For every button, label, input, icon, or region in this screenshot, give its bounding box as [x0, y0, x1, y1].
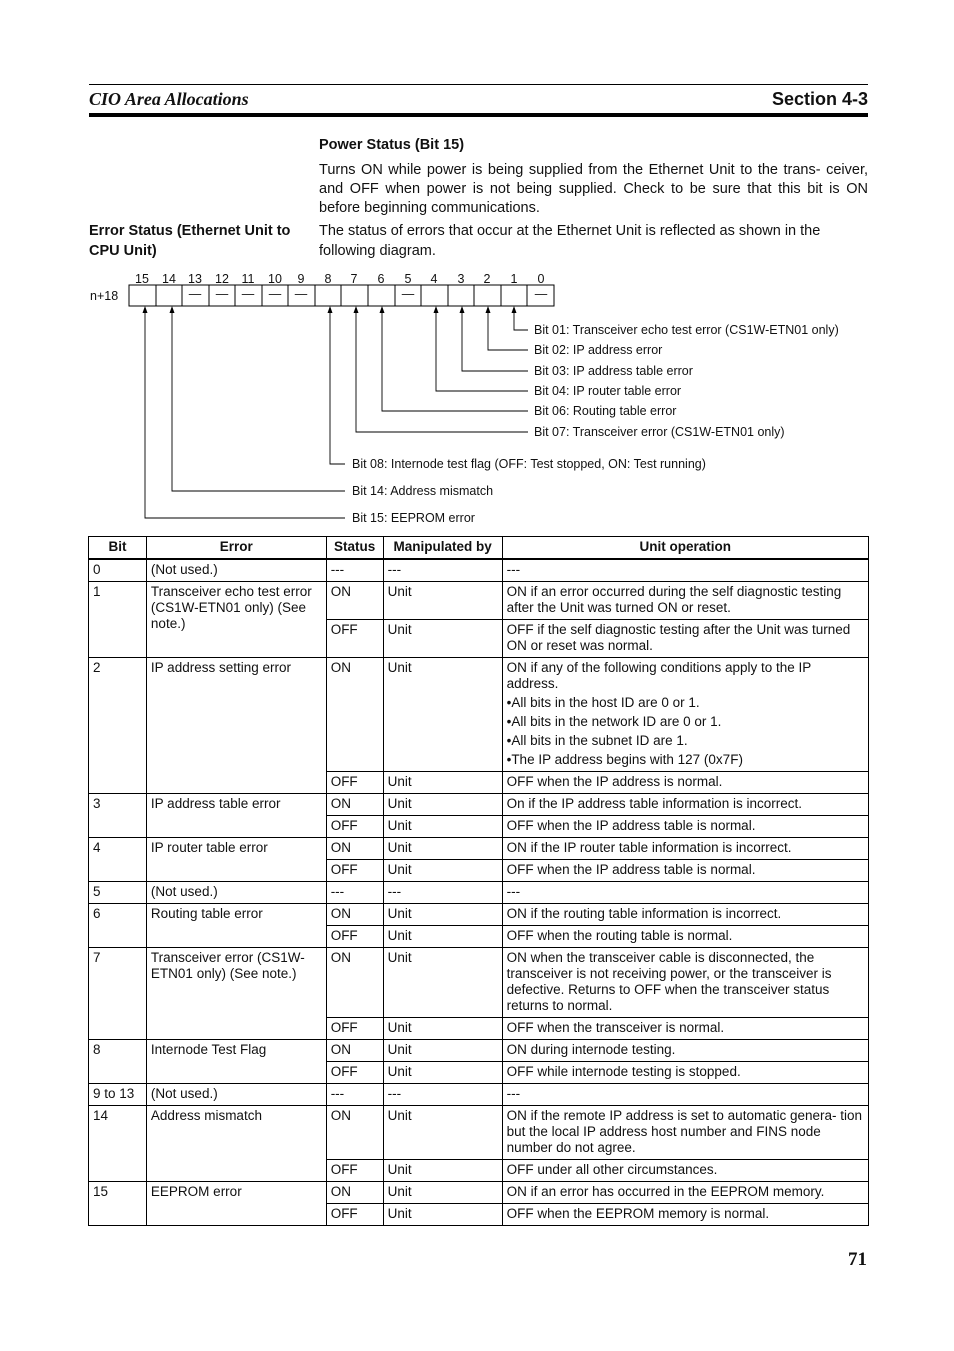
operation-cell: OFF when the EEPROM memory is normal.	[502, 1204, 868, 1226]
table-row	[89, 904, 869, 926]
operation-cell: OFF when the IP address table is normal.	[502, 816, 868, 838]
bit-number: 11	[241, 272, 255, 286]
table-header-row	[89, 537, 869, 560]
error-cell: (Not used.)	[146, 882, 326, 904]
bit-02-label: Bit 02: IP address error	[534, 343, 663, 357]
bit-number-row	[135, 272, 544, 286]
bit-cell: 14	[89, 1106, 147, 1182]
error-status-heading: Error Status (Ethernet Unit to CPU Unit)	[89, 223, 291, 259]
header-chapter-title: CIO Area Allocations	[89, 89, 249, 109]
operation-cell: OFF when the IP address is normal.	[502, 772, 868, 794]
manipulated-by-cell: Unit	[383, 1160, 502, 1182]
table-row	[89, 559, 869, 582]
status-cell: ON	[326, 1040, 383, 1062]
operation-cell: OFF under all other circumstances.	[502, 1160, 868, 1182]
bit-number: 6	[377, 272, 385, 286]
operation-cell: ---	[502, 882, 868, 904]
error-cell: (Not used.)	[146, 1084, 326, 1106]
unused-bit-mark: —	[241, 287, 255, 301]
error-cell: IP address setting error	[146, 658, 326, 794]
unused-bit-mark: —	[215, 287, 229, 301]
unused-bit-mark: —	[401, 287, 415, 301]
operation-cell: ON if the IP router table information is incorrect.	[502, 838, 868, 860]
bit-number: 4	[430, 272, 438, 286]
bit-cell: 15	[89, 1182, 147, 1226]
bit-cell: 8	[89, 1040, 147, 1084]
bit-cell: 6	[89, 904, 147, 948]
manipulated-by-cell: Unit	[383, 772, 502, 794]
bit-number: 15	[135, 272, 149, 286]
manipulated-by-cell: Unit	[383, 620, 502, 658]
manipulated-by-cell: Unit	[383, 1182, 502, 1204]
bit-number: 0	[537, 272, 545, 286]
column-header: Manipulated by	[383, 537, 502, 560]
operation-cell: ---	[502, 1084, 868, 1106]
bit-number: 10	[268, 272, 282, 286]
power-status-body: Turns ON while power is being supplied from the Ethernet Unit to the trans- ceiver, and OFF when power is not being supplied. Check to be sure that this bit is ON before beginning communications.	[319, 162, 868, 216]
operation-cell: ON if the remote IP address is set to automatic genera- tion but the local IP address host number and FINS node number do not agree.	[502, 1106, 868, 1160]
operation-cell: OFF when the routing table is normal.	[502, 926, 868, 948]
error-cell: Transceiver echo test error (CS1W-ETN01 only) (See note.)	[146, 582, 326, 658]
bit-number: 8	[324, 272, 332, 286]
manipulated-by-cell: Unit	[383, 838, 502, 860]
bit-allocation-diagram	[0, 0, 954, 540]
bit-cell: 7	[89, 948, 147, 1040]
status-cell: OFF	[326, 772, 383, 794]
manipulated-by-cell: Unit	[383, 816, 502, 838]
bit-number: 5	[404, 272, 412, 286]
bit-cell: 3	[89, 794, 147, 838]
status-cell: OFF	[326, 860, 383, 882]
error-cell: Address mismatch	[146, 1106, 326, 1182]
unused-bit-mark: —	[188, 287, 202, 301]
status-cell: ---	[326, 559, 383, 582]
operation-cell: On if the IP address table information is incorrect.	[502, 794, 868, 816]
manipulated-by-cell: ---	[383, 559, 502, 582]
status-cell: ---	[326, 882, 383, 904]
bit-04-label: Bit 04: IP router table error	[534, 384, 682, 398]
operation-cell: ---	[502, 559, 868, 582]
table-row	[89, 1040, 869, 1062]
manipulated-by-cell: Unit	[383, 1040, 502, 1062]
table-row	[89, 1182, 869, 1204]
operation-text: ON if any of the following conditions apply to the IP address.	[506, 660, 812, 691]
column-header: Error	[146, 537, 326, 560]
error-cell: Internode Test Flag	[146, 1040, 326, 1084]
bit-03-label: Bit 03: IP address table error	[534, 364, 693, 378]
bit-cell: 5	[89, 882, 147, 904]
status-cell: ON	[326, 948, 383, 1018]
manipulated-by-cell: Unit	[383, 658, 502, 772]
operation-cell: ON when the transceiver cable is disconnected, the transceiver is not receiving power, or the transceiver is defective. Returns to OFF when the transceiver status returns to normal.	[502, 948, 868, 1018]
status-cell: ---	[326, 1084, 383, 1106]
error-cell: (Not used.)	[146, 559, 326, 582]
bit-number: 3	[457, 272, 465, 286]
bit-08-label: Bit 08: Internode test flag (OFF: Test stopped, ON: Test running)	[352, 457, 706, 471]
status-cell: ON	[326, 1106, 383, 1160]
status-cell: OFF	[326, 620, 383, 658]
status-cell: OFF	[326, 926, 383, 948]
error-cell: Transceiver error (CS1W-ETN01 only) (See note.)	[146, 948, 326, 1040]
operation-cell: OFF if the self diagnostic testing after the Unit was turned ON or reset was normal.	[502, 620, 868, 658]
status-cell: OFF	[326, 1160, 383, 1182]
page-number: 71	[848, 1249, 867, 1270]
error-cell: IP address table error	[146, 794, 326, 838]
list-item: • The IP address begins with 127 (0x7F)	[507, 752, 864, 768]
manipulated-by-cell: ---	[383, 1084, 502, 1106]
word-address-label: n+18	[90, 289, 119, 303]
bit-number: 14	[162, 272, 176, 286]
bit-06-label: Bit 06: Routing table error	[534, 404, 677, 418]
error-status-body: The status of errors that occur at the Ethernet Unit is reflected as shown in the following diagram.	[319, 223, 821, 259]
bit-cell: 0	[89, 559, 147, 582]
bit-cell: 9 to 13	[89, 1084, 147, 1106]
unused-bit-mark: —	[294, 287, 308, 301]
power-status-heading: Power Status (Bit 15)	[319, 137, 465, 153]
status-cell: OFF	[326, 816, 383, 838]
list-item: • All bits in the subnet ID are 1.	[507, 733, 864, 749]
status-cell: ON	[326, 794, 383, 816]
bit-14-label: Bit 14: Address mismatch	[352, 484, 494, 498]
table-row	[89, 582, 869, 620]
table-row	[89, 1084, 869, 1106]
unused-bit-mark: —	[268, 287, 282, 301]
column-header: Unit operation	[502, 537, 868, 560]
bit-01-label: Bit 01: Transceiver echo test error (CS1W-ETN01 only)	[534, 323, 839, 337]
operation-cell	[502, 658, 868, 772]
bit-number: 2	[483, 272, 491, 286]
bit-number: 7	[350, 272, 358, 286]
bit-15-label: Bit 15: EEPROM error	[352, 511, 475, 525]
leader-arrowheads	[143, 306, 517, 313]
table-row	[89, 794, 869, 816]
table-row	[89, 658, 869, 772]
status-cell: ON	[326, 904, 383, 926]
table-row	[89, 948, 869, 1018]
column-header: Bit	[89, 537, 147, 560]
status-cell: ON	[326, 582, 383, 620]
manipulated-by-cell: Unit	[383, 904, 502, 926]
manipulated-by-cell: Unit	[383, 948, 502, 1018]
status-cell: ON	[326, 838, 383, 860]
unused-bit-mark: —	[534, 287, 548, 301]
operation-cell: OFF when the transceiver is normal.	[502, 1018, 868, 1040]
manipulated-by-cell: Unit	[383, 860, 502, 882]
bit-number: 1	[510, 272, 518, 286]
bit-cell: 2	[89, 658, 147, 794]
operation-cell: ON during internode testing.	[502, 1040, 868, 1062]
operation-cell: ON if the routing table information is incorrect.	[502, 904, 868, 926]
condition-list	[507, 695, 864, 768]
status-cell: ON	[326, 1182, 383, 1204]
operation-cell: ON if an error occurred during the self diagnostic testing after the Unit was turned ON or reset.	[502, 582, 868, 620]
bit-07-label: Bit 07: Transceiver error (CS1W-ETN01 only)	[534, 425, 785, 439]
error-cell: Routing table error	[146, 904, 326, 948]
error-status-table	[88, 536, 869, 1226]
manipulated-by-cell: Unit	[383, 794, 502, 816]
bit-cell: 4	[89, 838, 147, 882]
bit-number: 9	[297, 272, 305, 286]
operation-cell: OFF when the IP address table is normal.	[502, 860, 868, 882]
table-row	[89, 1106, 869, 1160]
status-cell: OFF	[326, 1062, 383, 1084]
error-cell: IP router table error	[146, 838, 326, 882]
table-row	[89, 882, 869, 904]
manipulated-by-cell: Unit	[383, 1018, 502, 1040]
operation-cell: OFF while internode testing is stopped.	[502, 1062, 868, 1084]
bit-number: 12	[215, 272, 229, 286]
list-item: • All bits in the network ID are 0 or 1.	[507, 714, 864, 730]
table-row	[89, 838, 869, 860]
bit-number: 13	[188, 272, 202, 286]
manipulated-by-cell: Unit	[383, 926, 502, 948]
manipulated-by-cell: Unit	[383, 582, 502, 620]
list-item: • All bits in the host ID are 0 or 1.	[507, 695, 864, 711]
manipulated-by-cell: Unit	[383, 1204, 502, 1226]
bit-cell: 1	[89, 582, 147, 658]
error-cell: EEPROM error	[146, 1182, 326, 1226]
manipulated-by-cell: ---	[383, 882, 502, 904]
status-cell: OFF	[326, 1204, 383, 1226]
status-cell: OFF	[326, 1018, 383, 1040]
operation-cell: ON if an error has occurred in the EEPROM memory.	[502, 1182, 868, 1204]
manipulated-by-cell: Unit	[383, 1062, 502, 1084]
column-header: Status	[326, 537, 383, 560]
status-cell: ON	[326, 658, 383, 772]
manipulated-by-cell: Unit	[383, 1106, 502, 1160]
header-section-number: Section 4-3	[771, 89, 868, 109]
